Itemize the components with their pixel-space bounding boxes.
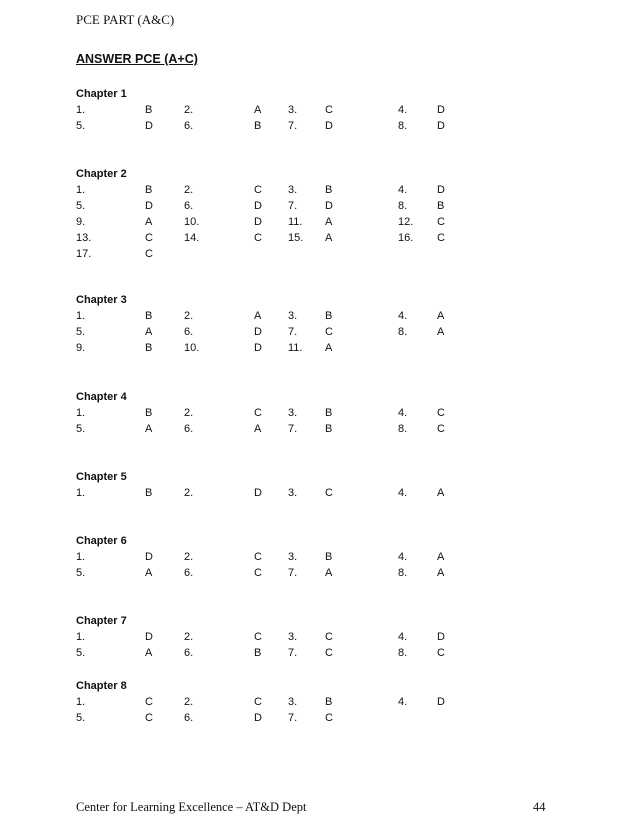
question-number: 5. [76,120,86,132]
question-number: 8. [398,200,408,212]
question-number: 3. [288,487,298,499]
question-number: 6. [184,712,194,724]
answer-row [76,118,445,134]
chapter-title: Chapter 1 [76,88,127,100]
answer-row [76,214,445,230]
question-number: 15. [288,232,304,244]
question-number: 8. [398,647,408,659]
answer-row [76,230,445,246]
question-number: 7. [288,567,298,579]
page-header: PCE PART (A&C) [76,12,175,27]
answer-letter: B [254,120,262,132]
chapter-title: Chapter 4 [76,391,127,403]
question-number: 5. [76,200,86,212]
answer-row [76,324,445,340]
answer-letter: D [254,342,262,354]
question-number: 14. [184,232,200,244]
chapter-block [76,86,445,134]
question-number: 4. [398,631,408,643]
answer-letter: D [254,200,262,212]
question-number: 1. [76,631,86,643]
answer-letter: D [437,184,445,196]
answer-letter: B [325,696,333,708]
answer-letter: D [254,712,262,724]
chapter-block [76,389,445,437]
answer-letter: A [325,342,333,354]
answer-letter: A [254,310,262,322]
answer-letter: D [325,200,333,212]
answer-letter: B [325,423,333,435]
answer-letter: C [254,232,262,244]
question-number: 6. [184,567,194,579]
question-number: 2. [184,696,194,708]
answer-letter: D [145,200,153,212]
answer-row [76,246,153,262]
answer-letter: A [437,326,445,338]
question-number: 1. [76,407,86,419]
answer-row [76,182,445,198]
question-number: 8. [398,120,408,132]
question-number: 4. [398,407,408,419]
question-number: 4. [398,184,408,196]
answer-row [76,198,445,214]
question-number: 8. [398,326,408,338]
question-number: 1. [76,551,86,563]
question-number: 6. [184,423,194,435]
answer-letter: B [325,310,333,322]
answer-letter: C [254,551,262,563]
chapter-block [76,613,445,661]
question-number: 10. [184,216,200,228]
answer-title: ANSWER PCE (A+C) [76,52,198,66]
question-number: 2. [184,551,194,563]
answer-letter: C [437,423,445,435]
page-number: 44 [533,800,546,814]
answer-letter: D [437,120,445,132]
question-number: 7. [288,326,298,338]
question-number: 4. [398,696,408,708]
answer-letter: C [145,232,153,244]
answer-letter: A [145,216,153,228]
question-number: 4. [398,487,408,499]
answer-letter: B [145,104,153,116]
question-number: 6. [184,120,194,132]
chapter-block [76,533,445,581]
question-number: 2. [184,631,194,643]
question-number: 11. [288,342,303,354]
question-number: 9. [76,342,86,354]
answer-letter: D [437,104,445,116]
answer-letter: A [145,423,153,435]
answer-letter: B [145,342,153,354]
question-number: 5. [76,712,86,724]
answer-letter: A [145,647,153,659]
question-number: 17. [76,248,92,260]
question-number: 1. [76,184,86,196]
question-number: 7. [288,200,298,212]
answer-letter: B [254,647,262,659]
answer-letter: D [145,631,153,643]
chapter-block [76,166,445,262]
question-number: 3. [288,104,298,116]
question-number: 4. [398,310,408,322]
question-number: 5. [76,326,86,338]
answer-letter: A [437,487,445,499]
question-number: 5. [76,423,86,435]
answer-letter: D [254,216,262,228]
answer-row [76,485,445,501]
question-number: 2. [184,407,194,419]
answer-row [76,694,445,710]
answer-letter: C [254,696,262,708]
question-number: 1. [76,487,86,499]
answer-letter: C [325,712,333,724]
footer-text: Center for Learning Excellence – AT&D Dept [76,800,307,814]
answer-letter: D [254,487,262,499]
answer-letter: D [254,326,262,338]
answer-letter: A [437,567,445,579]
answer-letter: C [437,216,445,228]
question-number: 12. [398,216,414,228]
answer-letter: C [254,184,262,196]
question-number: 9. [76,216,86,228]
question-number: 7. [288,120,298,132]
chapter-title: Chapter 8 [76,680,127,692]
question-number: 1. [76,696,86,708]
answer-letter: C [145,712,153,724]
answer-row [76,340,333,356]
answer-row [76,645,445,661]
answer-row [76,421,445,437]
answer-letter: A [437,310,445,322]
question-number: 2. [184,104,194,116]
question-number: 8. [398,423,408,435]
answer-letter: B [145,184,153,196]
answer-letter: D [145,120,153,132]
answer-row [76,405,445,421]
question-number: 5. [76,567,86,579]
question-number: 2. [184,310,194,322]
question-number: 8. [398,567,408,579]
answer-letter: D [437,631,445,643]
answer-letter: C [254,567,262,579]
answer-letter: B [145,487,153,499]
question-number: 3. [288,407,298,419]
chapter-block [76,469,445,501]
chapter-title: Chapter 2 [76,168,127,180]
answer-letter: A [437,551,445,563]
question-number: 1. [76,310,86,322]
question-number: 6. [184,326,194,338]
question-number: 3. [288,310,298,322]
answer-letter: B [145,310,153,322]
chapter-title: Chapter 6 [76,535,127,547]
chapter-title: Chapter 3 [76,294,127,306]
question-number: 10. [184,342,200,354]
answer-row [76,308,445,324]
chapter-block [76,678,445,726]
question-number: 11. [288,216,303,228]
answer-letter: B [325,551,333,563]
question-number: 7. [288,647,298,659]
chapter-title: Chapter 5 [76,471,127,483]
answer-letter: C [325,631,333,643]
answer-row [76,102,445,118]
question-number: 6. [184,200,194,212]
question-number: 2. [184,487,194,499]
answer-row [76,629,445,645]
question-number: 4. [398,551,408,563]
question-number: 7. [288,423,298,435]
question-number: 3. [288,184,298,196]
question-number: 2. [184,184,194,196]
question-number: 5. [76,647,86,659]
question-number: 16. [398,232,414,244]
question-number: 3. [288,696,298,708]
answer-letter: C [254,631,262,643]
answer-letter: A [325,232,333,244]
answer-letter: A [254,423,262,435]
question-number: 6. [184,647,194,659]
chapter-title: Chapter 7 [76,615,127,627]
answer-letter: C [325,487,333,499]
answer-letter: A [145,326,153,338]
answer-letter: C [325,326,333,338]
answer-row [76,549,445,565]
answer-letter: D [145,551,153,563]
answer-letter: C [437,407,445,419]
answer-letter: C [437,232,445,244]
answer-letter: B [145,407,153,419]
answer-letter: A [325,567,333,579]
question-number: 1. [76,104,86,116]
chapter-block [76,292,445,356]
answer-letter: C [145,248,153,260]
answer-row [76,710,333,726]
answer-letter: A [145,567,153,579]
answer-letter: C [254,407,262,419]
question-number: 3. [288,631,298,643]
answer-letter: B [325,407,333,419]
answer-letter: C [325,104,333,116]
question-number: 13. [76,232,92,244]
answer-letter: C [325,647,333,659]
answer-letter: C [145,696,153,708]
answer-letter: D [325,120,333,132]
question-number: 3. [288,551,298,563]
question-number: 7. [288,712,298,724]
answer-letter: A [254,104,262,116]
answer-letter: C [437,647,445,659]
question-number: 4. [398,104,408,116]
answer-letter: B [437,200,445,212]
answer-row [76,565,445,581]
answer-letter: D [437,696,445,708]
answer-letter: A [325,216,333,228]
answer-letter: B [325,184,333,196]
